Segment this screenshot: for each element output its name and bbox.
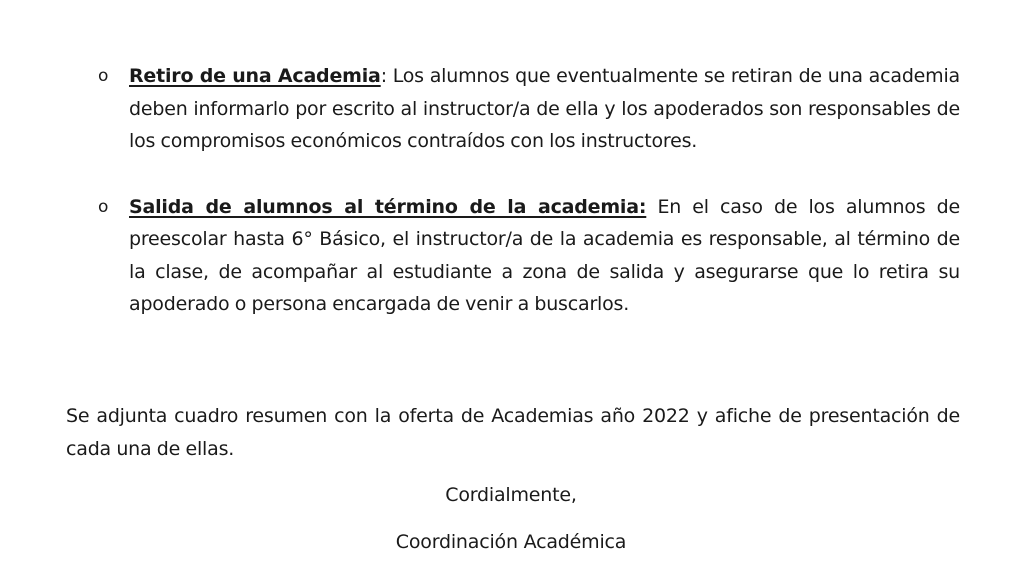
bullet-separator: : [380, 65, 387, 87]
bullet-text: En el caso de los alumnos de preescolar hasta 6° Básico, el instructor/a de la academia es responsable, al término de la clase, de acompañar al estudiante a zona de salida y asegurarse que lo retira su apoderado o persona encargada de venir a buscarlos. [129, 195, 960, 315]
hollow-bullet-icon: o [98, 196, 109, 217]
bullet-list [98, 60, 960, 321]
hollow-bullet-icon: o [98, 66, 109, 86]
bullet-item-salida [98, 191, 960, 321]
closing-greeting: Cordialmente, [445, 484, 577, 506]
closing-signature: Coordinación Académica [395, 531, 627, 553]
summary-paragraph: Se adjunta cuadro resumen con la oferta de Academias año 2022 y afiche de presentación de cada una de ellas. [66, 405, 960, 460]
bullet-text: Los alumnos que eventualmente se retiran de una academia deben informarlo por escrito al instructor/a de ella y los apoderados son responsables de los compromisos económicos contraídos con los instructores. [129, 65, 960, 152]
bullet-term: Retiro de una Academia [129, 65, 381, 87]
bullet-item-retiro [98, 60, 960, 158]
bullet-term: Salida de alumnos al término de la academia: [129, 195, 647, 218]
